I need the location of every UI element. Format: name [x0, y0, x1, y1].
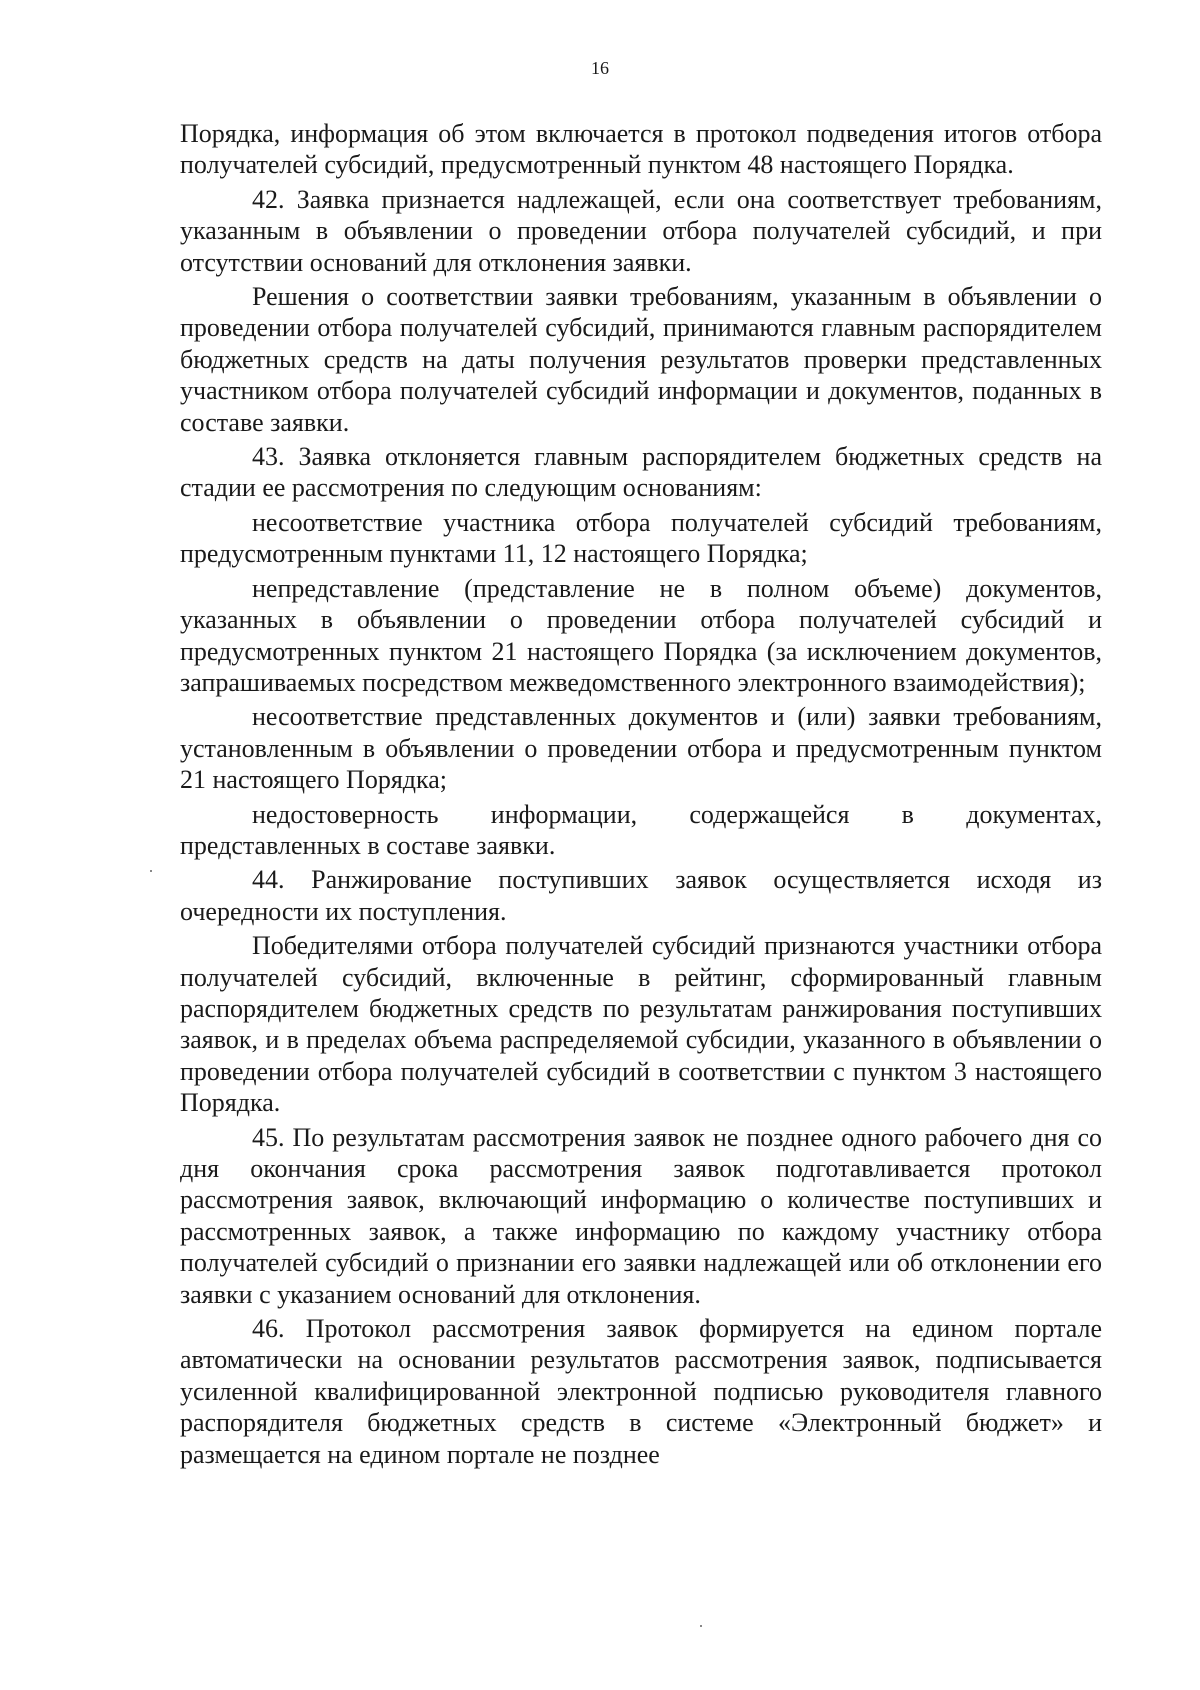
scan-speck [700, 1625, 702, 1627]
paragraph-item-43: 43. Заявка отклоняется главным распорядителем бюджетных средств на стадии ее рассмотрения по следующим основаниям: [180, 442, 1102, 503]
paragraph-ground-4: недостоверность информации, содержащейся в документах, представленных в составе заявки. [180, 799, 1102, 860]
paragraph-ground-2: непредставление (представление не в полном объеме) документов, указанных в объявлении о проведении отбора получателей субсидий и предусмотренных пунктом 21 настоящего Порядка (за исключением документов, запрашиваемых посредством межведомственного электронного взаимодействия); [180, 573, 1102, 697]
paragraph-ground-3: несоответствие представленных документов и (или) заявки требованиям, установленным в объявлении о проведении отбора и предусмотренным пунктом 21 настоящего Порядка; [180, 702, 1102, 795]
paragraph-item-46: 46. Протокол рассмотрения заявок формируется на едином портале автоматически на основании результатов рассмотрения заявок, подписывается усиленной квалифицированной электронной подписью руководителя главного распорядителя бюджетных средств в системе «Электронный бюджет» и размещается на едином портале не позднее [180, 1314, 1102, 1469]
paragraph-ground-1: несоответствие участника отбора получателей субсидий требованиям, предусмотренным пунктами 11, 12 настоящего Порядка; [180, 507, 1102, 569]
scan-speck [150, 870, 152, 872]
page-number: 16 [591, 58, 609, 78]
paragraph-item-44: 44. Ранжирование поступивших заявок осуществляется исходя из очередности их поступления. [180, 865, 1102, 926]
paragraph-decisions: Решения о соответствии заявки требованиям, указанным в объявлении о проведении отбора получателей субсидий, принимаются главным распорядителем бюджетных средств на даты получения результатов проверки представленных участником отбора получателей субсидий информации и документов, поданных в составе заявки. [180, 282, 1102, 437]
paragraph-item-45: 45. По результатам рассмотрения заявок не позднее одного рабочего дня со дня окончания срока рассмотрения заявок подготавливается протокол рассмотрения заявок, включающий информацию о количестве поступивших и рассмотренных заявок, а также информацию по каждому участнику отбора получателей субсидий о признании его заявки надлежащей или об отклонении его заявки с указанием оснований для отклонения. [180, 1122, 1102, 1309]
document-body [180, 118, 1102, 1470]
paragraph-item-42: 42. Заявка признается надлежащей, если она соответствует требованиям, указанным в объявлении о проведении отбора получателей субсидий, и при отсутствии оснований для отклонения заявки. [180, 184, 1102, 277]
paragraph-continuation: Порядка, информация об этом включается в протокол подведения итогов отбора получателей субсидий, предусмотренный пунктом 48 настоящего Порядка. [180, 119, 1102, 180]
paragraph-winners: Победителями отбора получателей субсидий признаются участники отбора получателей субсидий, включенные в рейтинг, сформированный главным распорядителем бюджетных средств по результатам ранжирования поступивших заявок, и в пределах объема распределяемой субсидии, указанного в объявлении о проведении отбора получателей субсидий в соответствии с пунктом 3 настоящего Порядка. [180, 931, 1102, 1118]
